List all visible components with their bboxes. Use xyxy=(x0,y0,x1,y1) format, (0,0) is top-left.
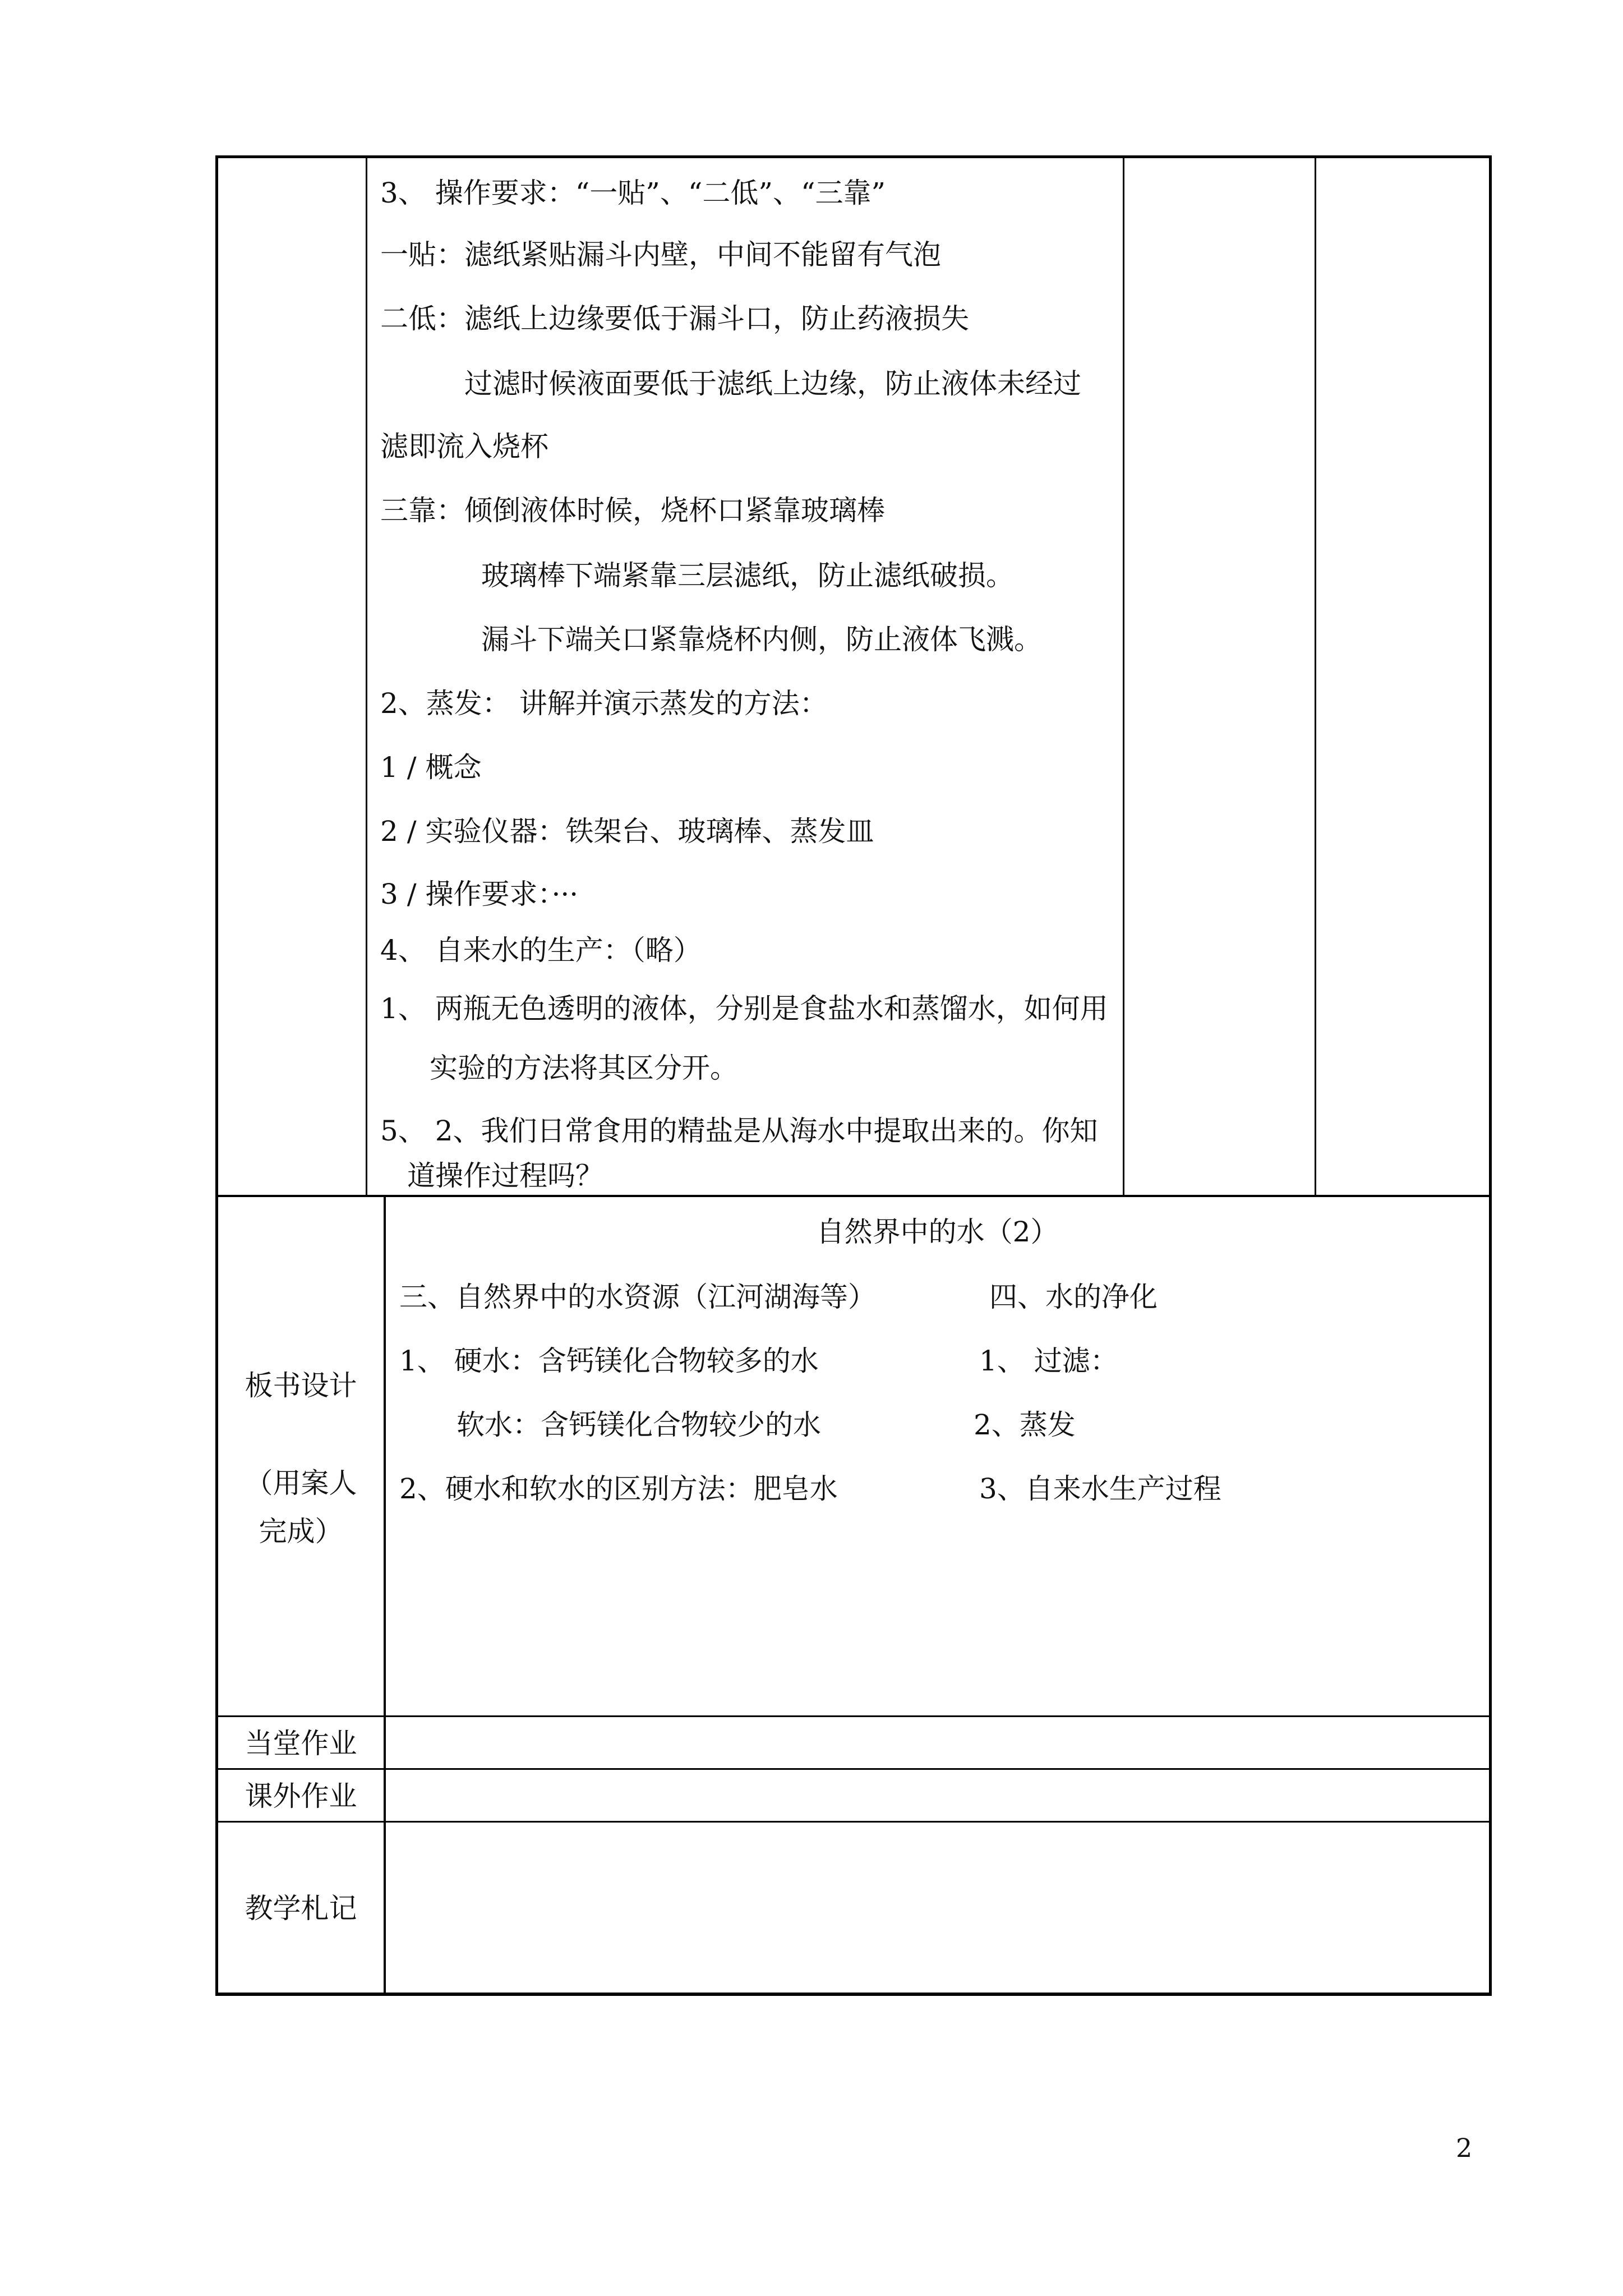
question-line: 5、 2、我们日常食用的精盐是从海水中提取出来的。你知 xyxy=(380,1115,1098,1147)
board-right-line: 3、自来水生产过程 xyxy=(979,1473,1221,1505)
lower-divider xyxy=(384,1195,386,1996)
table-border-top xyxy=(215,155,1492,158)
homework-label: 课外作业 xyxy=(245,1780,357,1812)
text-line: 二低：滤纸上边缘要低于漏斗口，防止药液损失 xyxy=(380,302,969,335)
table-border-left xyxy=(215,155,218,1996)
upper-divider-2 xyxy=(1123,155,1124,1196)
text-line: 三靠：倾倒液体时候，烧杯口紧靠玻璃棒 xyxy=(380,494,885,527)
question-line: 1、 两瓶无色透明的液体，分别是食盐水和蒸馏水，如何用 xyxy=(380,992,1108,1025)
board-title: 自然界中的水（2） xyxy=(816,1216,1059,1248)
board-design-label-note: （用案人 xyxy=(245,1467,357,1499)
classwork-label: 当堂作业 xyxy=(245,1727,357,1760)
question-line: 实验的方法将其区分开。 xyxy=(430,1052,738,1084)
text-line: 4、 自来水的生产：（略） xyxy=(380,934,702,967)
text-line: 3 / 操作要求：··· xyxy=(380,878,579,910)
upper-divider-3 xyxy=(1315,155,1316,1196)
text-line: 玻璃棒下端紧靠三层滤纸，防止滤纸破损。 xyxy=(481,559,1014,592)
text-line: 滤即流入烧杯 xyxy=(380,430,548,463)
row-divider-notes xyxy=(215,1821,1492,1823)
board-left-line: 三、自然界中的水资源（江河湖海等） xyxy=(399,1281,876,1313)
board-right-line: 2、蒸发 xyxy=(974,1409,1076,1441)
board-right-line: 1、 过滤： xyxy=(979,1345,1118,1377)
upper-divider-1 xyxy=(366,155,367,1196)
op-requirements-heading: 3、 操作要求：“一贴”、“二低”、“三靠” xyxy=(380,177,886,209)
row-divider-board xyxy=(215,1195,1492,1197)
board-left-line: 1、 硬水：含钙镁化合物较多的水 xyxy=(399,1345,819,1377)
question-line: 道操作过程吗？ xyxy=(407,1159,603,1192)
board-left-line: 2、硬水和软水的区别方法：肥皂水 xyxy=(399,1473,838,1505)
row-divider-homework xyxy=(215,1768,1492,1770)
text-line: 1 / 概念 xyxy=(380,751,482,784)
board-left-line: 软水：含钙镁化合物较少的水 xyxy=(457,1409,821,1441)
text-line: 过滤时候液面要低于滤纸上边缘，防止液体未经过 xyxy=(464,367,1081,400)
evaporation-heading: 2、蒸发： 讲解并演示蒸发的方法： xyxy=(380,687,828,720)
table-border-bottom xyxy=(215,1993,1492,1996)
text-line: 2 / 实验仪器：铁架台、玻璃棒、蒸发皿 xyxy=(380,815,874,848)
text-line: 一贴：滤纸紧贴漏斗内壁，中间不能留有气泡 xyxy=(380,238,941,271)
page-number: 2 xyxy=(1456,2133,1473,2163)
board-design-label: 板书设计 xyxy=(245,1369,357,1402)
text-line: 漏斗下端关口紧靠烧杯内侧，防止液体飞溅。 xyxy=(481,623,1042,656)
board-right-line: 四、水的净化 xyxy=(989,1281,1158,1313)
table-border-right xyxy=(1489,155,1492,1996)
row-divider-classwork xyxy=(215,1715,1492,1717)
teaching-notes-label: 教学札记 xyxy=(245,1892,357,1925)
board-design-label-note: 完成） xyxy=(259,1515,343,1548)
